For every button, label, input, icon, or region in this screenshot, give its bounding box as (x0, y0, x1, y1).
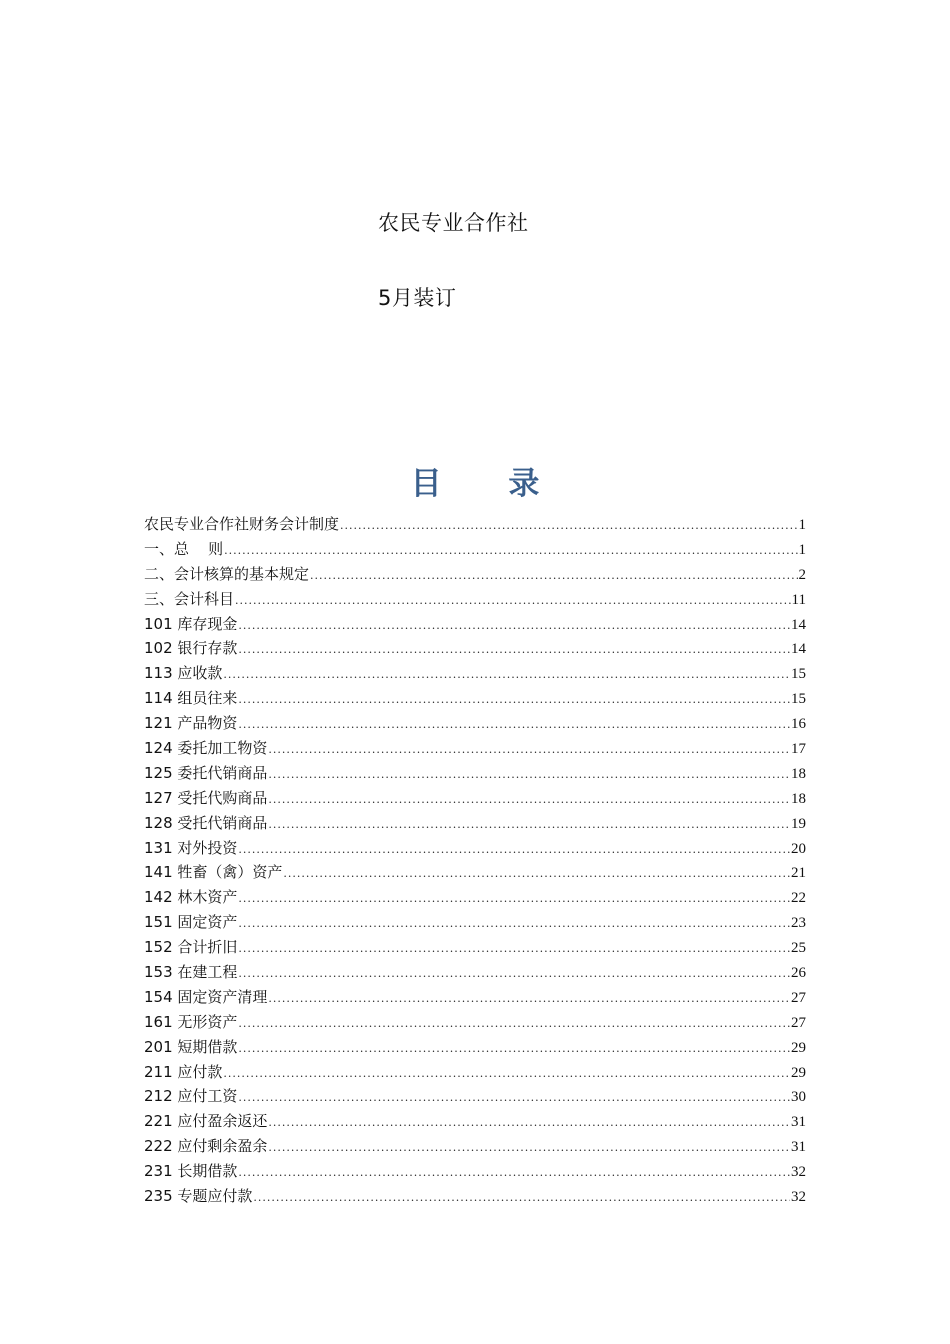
toc-entry-page-number: 32 (791, 1164, 806, 1181)
toc-entry-label: 222 应付剩余盈余 (144, 1137, 268, 1156)
toc-dot-leader (268, 738, 790, 763)
toc-entry[interactable] (144, 1134, 806, 1159)
toc-entry-label: 125 委托代销商品 (144, 763, 268, 782)
cover-subtitle: 5月装订 (378, 286, 457, 310)
toc-entry-label: 101 库存现金 (144, 614, 238, 633)
toc-entry-page-number: 18 (791, 790, 806, 807)
toc-entry-label: 154 固定资产清理 (144, 987, 268, 1006)
toc-entry-page-number: 25 (791, 940, 806, 957)
toc-entry[interactable] (144, 811, 806, 836)
toc-entry-page-number: 32 (791, 1189, 806, 1206)
toc-entry-label: 102 银行存款 (144, 639, 238, 658)
toc-entry-page-number: 22 (791, 890, 806, 907)
toc-entry[interactable] (144, 786, 806, 811)
toc-entry[interactable] (144, 661, 806, 686)
toc-dot-leader (238, 887, 790, 912)
toc-entry[interactable] (144, 985, 806, 1010)
toc-entry[interactable] (144, 736, 806, 761)
toc-entry[interactable] (144, 935, 806, 960)
toc-dot-leader (238, 1161, 790, 1186)
toc-entry[interactable] (144, 860, 806, 885)
toc-entry-label: 二、会计核算的基本规定 (144, 564, 310, 583)
toc-dot-leader (238, 1086, 790, 1111)
toc-entry-page-number: 1 (798, 541, 806, 558)
toc-dot-leader (238, 614, 790, 639)
toc-entry-label: 113 应收款 (144, 664, 223, 683)
toc-entry-page-number: 29 (791, 1039, 806, 1056)
toc-dot-leader (340, 514, 797, 539)
toc-entry-label: 161 无形资产 (144, 1012, 238, 1031)
toc-entry-label: 农民专业合作社财务会计制度 (144, 515, 340, 533)
toc-dot-leader (268, 987, 790, 1012)
toc-entry[interactable] (144, 1084, 806, 1109)
toc-entry-label: 211 应付款 (144, 1062, 223, 1081)
toc-dot-leader (268, 763, 790, 788)
toc-entry-page-number: 30 (791, 1089, 806, 1106)
toc-entry-label: 235 专题应付款 (144, 1187, 253, 1206)
toc-dot-leader (238, 937, 790, 962)
toc-entry-label: 212 应付工资 (144, 1087, 238, 1106)
toc-entry[interactable] (144, 885, 806, 910)
toc-dot-leader (253, 1186, 790, 1211)
toc-entry-page-number: 18 (791, 765, 806, 782)
toc-dot-leader (268, 788, 790, 813)
toc-entry-label: 121 产品物资 (144, 714, 238, 733)
toc-entry-label: 151 固定资产 (144, 913, 238, 932)
toc-entry-label: 221 应付盈余返还 (144, 1112, 268, 1131)
toc-entry-page-number: 20 (791, 840, 806, 857)
toc-entry-page-number: 15 (791, 666, 806, 683)
toc-dot-leader (238, 638, 790, 663)
toc-entry-page-number: 16 (791, 716, 806, 733)
toc-entry[interactable] (144, 612, 806, 637)
toc-dot-leader (223, 663, 790, 688)
toc-entry[interactable] (144, 910, 806, 935)
toc-entry[interactable] (144, 512, 806, 537)
toc-entry-label: 114 组员往来 (144, 689, 238, 708)
toc-dot-leader (238, 962, 790, 987)
toc-entry-page-number: 31 (791, 1114, 806, 1131)
toc-entry-page-number: 31 (791, 1139, 806, 1156)
toc-entry-page-number: 27 (791, 989, 806, 1006)
toc-entry-page-number: 1 (798, 517, 806, 533)
toc-entry-page-number: 21 (791, 865, 806, 882)
toc-entry-label: 201 短期借款 (144, 1037, 238, 1056)
toc-dot-leader (238, 1037, 790, 1062)
toc-entry[interactable] (144, 1109, 806, 1134)
toc-entry[interactable] (144, 587, 806, 612)
toc-entry-label: 231 长期借款 (144, 1162, 238, 1181)
toc-heading: 目 录 (410, 466, 568, 502)
toc-entry[interactable] (144, 1010, 806, 1035)
toc-entry-page-number: 29 (791, 1064, 806, 1081)
toc-entry-page-number: 11 (791, 591, 806, 608)
toc-entry[interactable] (144, 1184, 806, 1209)
toc-entry-label: 三、会计科目 (144, 589, 235, 608)
toc-entry[interactable] (144, 686, 806, 711)
toc-entry[interactable] (144, 960, 806, 985)
toc-entry[interactable] (144, 761, 806, 786)
toc-dot-leader (238, 688, 790, 713)
toc-entry-page-number: 14 (791, 641, 806, 658)
toc-entry-label: 152 合计折旧 (144, 938, 238, 957)
toc-entry-label: 128 受托代销商品 (144, 813, 268, 832)
toc-dot-leader (238, 838, 790, 863)
toc-entry-label: 141 牲畜（禽）资产 (144, 863, 283, 882)
toc-dot-leader (238, 1012, 790, 1037)
toc-dot-leader (238, 912, 790, 937)
toc-dot-leader (268, 1111, 790, 1136)
toc-entry-page-number: 14 (791, 616, 806, 633)
toc-dot-leader (268, 813, 790, 838)
toc-entry-label: 127 受托代购商品 (144, 788, 268, 807)
toc-entry[interactable] (144, 1060, 806, 1085)
toc-entry-label: 一、总 则 (144, 539, 224, 558)
toc-dot-leader (268, 1136, 790, 1161)
toc-entry-label: 124 委托加工物资 (144, 739, 268, 758)
toc-entry[interactable] (144, 1159, 806, 1184)
toc-dot-leader (238, 713, 790, 738)
toc-entry-page-number: 15 (791, 691, 806, 708)
toc-entry-page-number: 27 (791, 1014, 806, 1031)
toc-dot-leader (224, 539, 797, 564)
cover-title: 农民专业合作社 (378, 211, 529, 235)
toc-entry-label: 131 对外投资 (144, 838, 238, 857)
toc-entry[interactable] (144, 636, 806, 661)
toc-dot-leader (235, 589, 791, 614)
toc-entry-page-number: 17 (791, 741, 806, 758)
toc-entry-label: 142 林木资产 (144, 888, 238, 907)
toc-entry[interactable] (144, 537, 806, 562)
toc-entry-page-number: 23 (791, 915, 806, 932)
toc-dot-leader (223, 1062, 790, 1087)
toc-entry[interactable] (144, 1035, 806, 1060)
toc-entry-page-number: 2 (798, 566, 806, 583)
toc-entry-page-number: 19 (791, 815, 806, 832)
toc-dot-leader (310, 564, 797, 589)
toc-dot-leader (283, 862, 790, 887)
toc-entry-label: 153 在建工程 (144, 963, 238, 982)
toc-list (144, 512, 806, 1209)
toc-entry-page-number: 26 (791, 965, 806, 982)
toc-entry[interactable] (144, 836, 806, 861)
toc-entry[interactable] (144, 711, 806, 736)
toc-entry[interactable] (144, 562, 806, 587)
